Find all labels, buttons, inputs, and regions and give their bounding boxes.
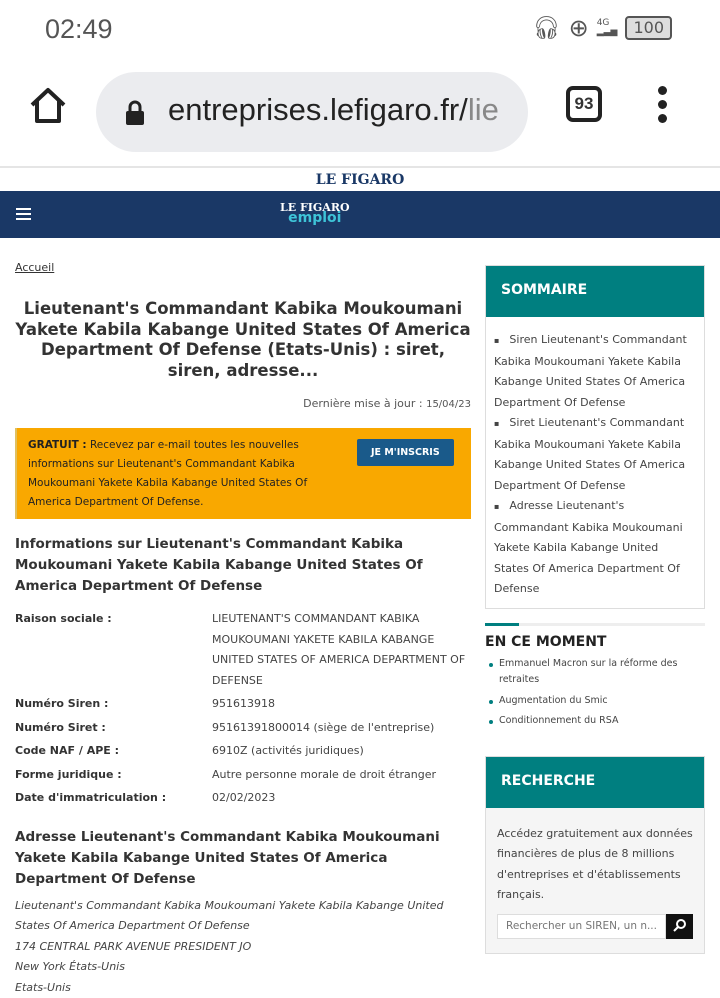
info-value: 6910Z (activités juridiques)	[212, 741, 364, 762]
network-type: 4G	[597, 18, 610, 28]
info-row	[15, 741, 471, 762]
address-line: Etats-Unis	[15, 978, 471, 998]
signal-icon: 4G ▂▃▅	[597, 19, 618, 37]
headphones-icon: 🎧︎	[533, 16, 561, 41]
page-title: Lieutenant's Commandant Kabika Moukoumani Yakete Kabila Kabange United States Of America Department Of Defense (Etats-Unis) : siret, siren, adresse...	[15, 299, 471, 381]
address-line: New York États-Unis	[15, 957, 471, 978]
clock: 02:49	[45, 14, 113, 45]
en-ce-moment-title: EN CE MOMENT	[485, 634, 705, 650]
search-button[interactable]	[666, 914, 693, 939]
sommaire-link[interactable]: ▪ Siren Lieutenant's Commandant Kabika Moukoumani Yakete Kabila Kabange United States Of America Department Of Defense	[494, 330, 696, 413]
breadcrumb-accueil[interactable]: Accueil	[15, 261, 54, 274]
info-label: Forme juridique :	[15, 765, 212, 786]
home-icon[interactable]	[28, 86, 68, 124]
info-label: Date d'immatriculation :	[15, 788, 212, 809]
search-icon	[673, 918, 687, 932]
info-label: Numéro Siret :	[15, 718, 212, 739]
hamburger-menu-icon[interactable]	[16, 208, 31, 223]
info-label: Code NAF / APE :	[15, 741, 212, 762]
info-row	[15, 765, 471, 786]
company-info	[15, 609, 471, 809]
battery-icon: 100	[625, 16, 672, 40]
info-value: LIEUTENANT'S COMMANDANT KABIKA MOUKOUMANI YAKETE KABILA KABANGE UNITED STATES OF AMERICA DEPARTMENT OF DEFENSE	[212, 609, 471, 691]
tab-switcher-button[interactable]: 93	[566, 86, 602, 122]
en-ce-moment-link[interactable]: Augmentation du Smic	[499, 693, 705, 710]
recherche-box	[485, 756, 705, 954]
en-ce-moment-link[interactable]: Conditionnement du RSA	[499, 713, 705, 730]
address-line: Lieutenant's Commandant Kabika Moukoumani Yakete Kabila Kabange United States Of America Department Of Defense	[15, 896, 471, 937]
info-heading: Informations sur Lieutenant's Commandant Kabika Moukoumani Yakete Kabila Kabange United States Of America Department Of Defense	[15, 534, 471, 597]
info-value: 02/02/2023	[212, 788, 275, 809]
info-row	[15, 718, 471, 739]
data-saver-icon: ⊕	[569, 14, 589, 42]
en-ce-moment-link[interactable]: Emmanuel Macron sur la réforme des retraites	[499, 656, 705, 689]
status-bar	[0, 0, 720, 60]
info-row	[15, 609, 471, 691]
info-value: 95161391800014 (siège de l'entreprise)	[212, 718, 434, 739]
figaro-emploi-logo[interactable]: LE FIGARO emploi	[280, 202, 350, 224]
sommaire-link[interactable]: ▪ Adresse Lieutenant's Commandant Kabika Moukoumani Yakete Kabila Kabange United States Of America Department Of Defense	[494, 496, 696, 600]
info-label: Numéro Siren :	[15, 694, 212, 715]
sommaire-link[interactable]: ▪ Siret Lieutenant's Commandant Kabika Moukoumani Yakete Kabila Kabange United States Of America Department Of Defense	[494, 413, 696, 496]
url-path: lie	[468, 92, 499, 127]
subscribe-button[interactable]: JE M'INSCRIS	[357, 439, 454, 466]
lock-icon	[124, 100, 146, 126]
sommaire-box	[485, 265, 705, 609]
browser-toolbar	[0, 60, 720, 168]
sommaire-title: SOMMAIRE	[486, 266, 704, 317]
divider	[485, 623, 705, 626]
address-heading: Adresse Lieutenant's Commandant Kabika Moukoumani Yakete Kabila Kabange United States Of America Department Of Defense	[15, 827, 471, 890]
address-line: 174 CENTRAL PARK AVENUE PRESIDENT JO	[15, 937, 471, 958]
recherche-title: RECHERCHE	[486, 757, 704, 808]
last-updated: Dernière mise à jour : 15/04/23	[15, 397, 471, 410]
sidebar	[485, 265, 705, 954]
newsletter-promo: GRATUIT : Recevez par e-mail toutes les nouvelles informations sur Lieutenant's Commandant Kabika Moukoumani Yakete Kabila Kabange United States Of America Department Of Defense. JE M'INSCRIS	[15, 428, 471, 519]
info-value: 951613918	[212, 694, 275, 715]
recherche-text: Accédez gratuitement aux données financières de plus de 8 millions d'entreprises et d'établissements français.	[486, 808, 704, 914]
site-nav	[0, 191, 720, 238]
info-row	[15, 788, 471, 809]
info-value: Autre personne morale de droit étranger	[212, 765, 436, 786]
address-bar[interactable]	[96, 72, 528, 152]
info-row	[15, 694, 471, 715]
main-content	[15, 256, 471, 998]
info-label: Raison sociale :	[15, 609, 212, 691]
more-menu-icon[interactable]	[658, 86, 668, 128]
le-figaro-logo[interactable]: LE FIGARO	[0, 168, 720, 191]
url-text: entreprises.lefigaro.fr/	[168, 92, 468, 127]
siren-search-input[interactable]	[497, 914, 666, 939]
